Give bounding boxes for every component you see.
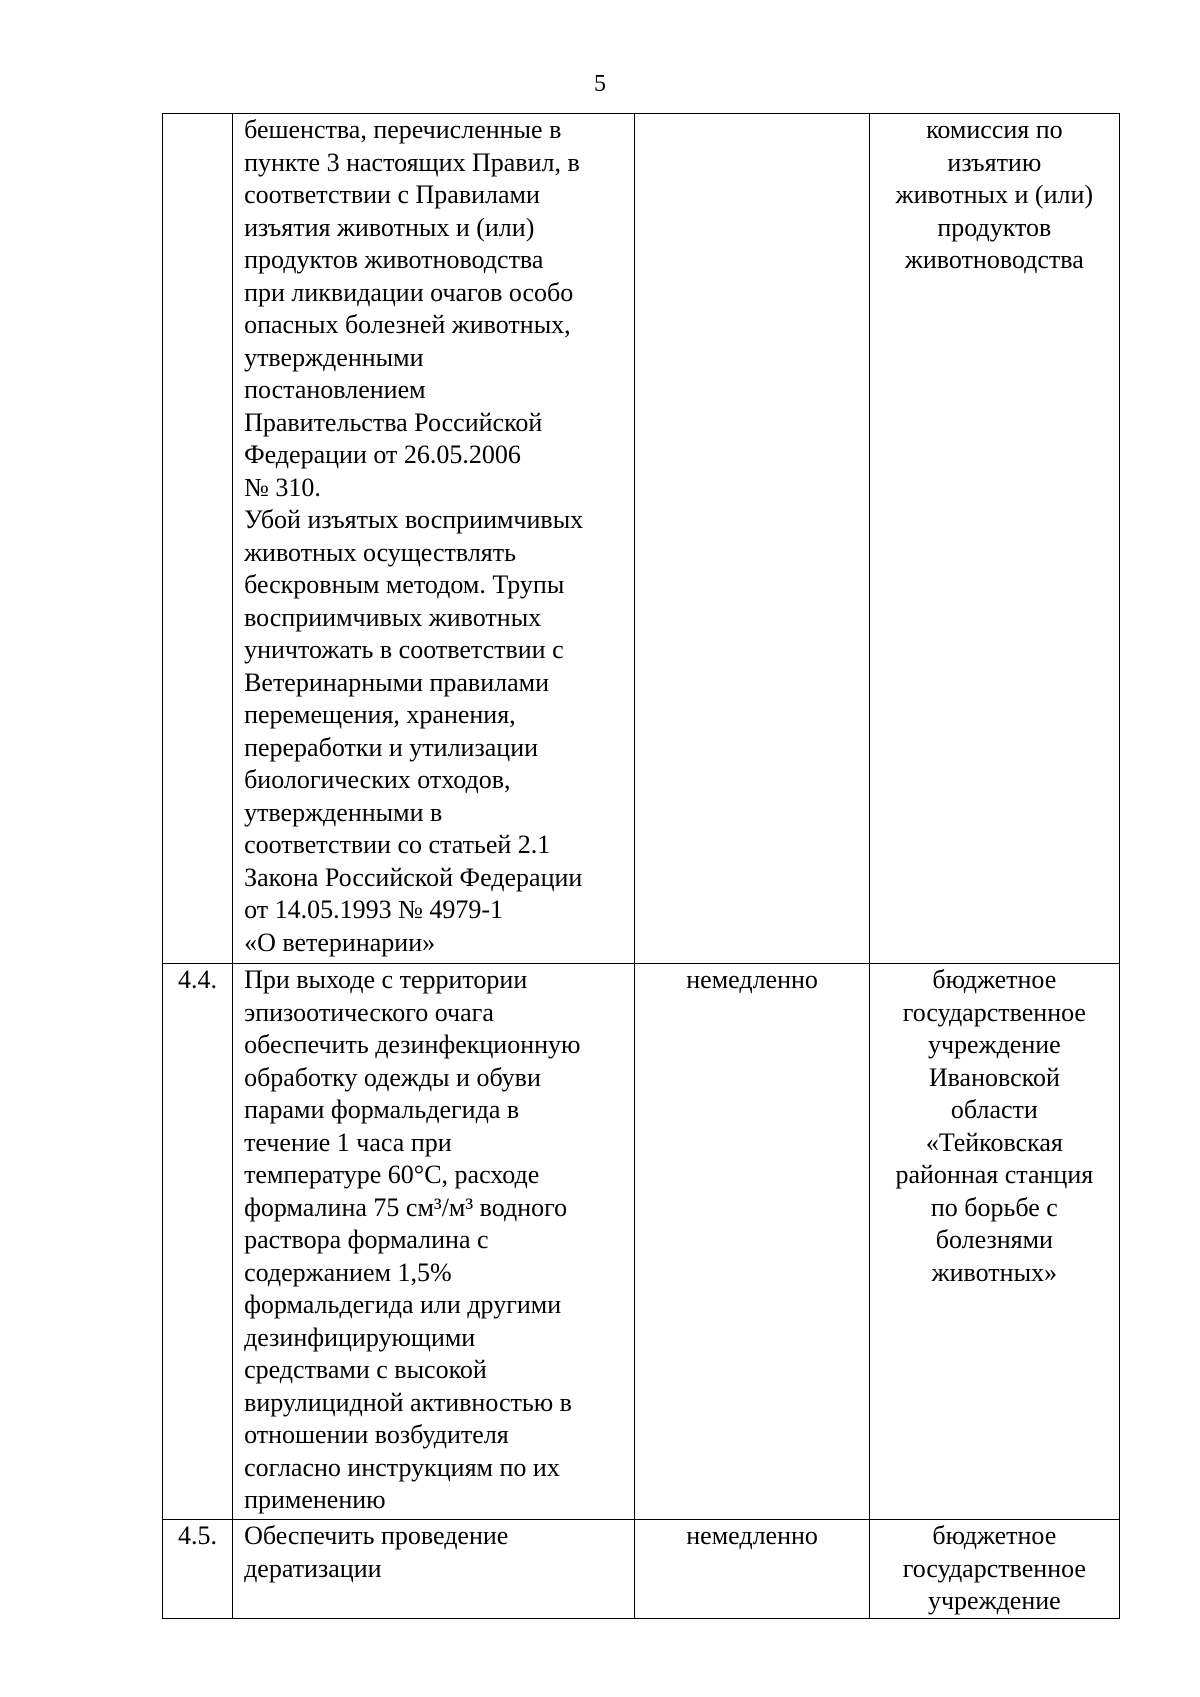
text-line: течение 1 часа при xyxy=(244,1127,452,1157)
text-line: средствами с высокой xyxy=(244,1355,487,1384)
text-line: бешенства, перечисленные в xyxy=(244,115,562,144)
text-line: соответствии со статьей 2.1 xyxy=(244,830,551,859)
text-line: обеспечить дезинфекционную xyxy=(244,1030,581,1059)
text-line: температуре 60°C, расходе xyxy=(244,1160,540,1189)
measures-table xyxy=(162,113,1120,1619)
text-line: восприимчивых животных xyxy=(244,602,542,632)
text-line: содержанием 1,5% xyxy=(244,1257,452,1287)
text-line: «Тейковская xyxy=(925,1127,1063,1157)
text-line: учреждение xyxy=(927,1030,1061,1059)
text-line: при ликвидации очагов особо xyxy=(244,277,574,307)
text-line: Закона Российской Федерации xyxy=(244,862,583,892)
text-line: согласно инструкциям по их xyxy=(244,1452,560,1482)
text-line: болезнями xyxy=(935,1225,1053,1254)
action-text xyxy=(233,964,635,1520)
text-line: государственное xyxy=(902,1553,1086,1583)
text-line: переработки и утилизации xyxy=(244,732,539,762)
text-line: продуктов xyxy=(937,212,1052,242)
text-line: пункте 3 настоящих Правил, в xyxy=(244,147,580,177)
text-line: по борьбе с xyxy=(930,1192,1058,1222)
item-number: 4.5. xyxy=(163,1520,233,1619)
item-number xyxy=(163,114,233,964)
responsible-text xyxy=(869,964,1119,1520)
text-line: При выходе с территории xyxy=(244,965,528,994)
item-number: 4.4. xyxy=(163,964,233,1520)
text-line: перемещения, хранения, xyxy=(244,700,516,729)
responsible-text xyxy=(869,114,1119,964)
text-line: утвержденными в xyxy=(244,797,443,827)
text-line: животноводства xyxy=(904,245,1084,274)
text-line: раствора формалина с xyxy=(244,1225,489,1254)
table-row xyxy=(163,1520,1120,1619)
text-line: бескровным методом. Трупы xyxy=(244,570,565,599)
action-text xyxy=(233,114,635,964)
term-text xyxy=(635,114,869,964)
text-line: соответствии с Правилами xyxy=(244,180,540,209)
text-line: от 14.05.1993 № 4979-1 xyxy=(244,895,504,924)
text-line: Федерации от 26.05.2006 xyxy=(244,440,521,469)
text-line: изъятия животных и (или) xyxy=(244,212,535,242)
action-text xyxy=(233,1520,635,1619)
text-line: Ветеринарными правилами xyxy=(244,667,549,697)
text-line: изъятию xyxy=(947,147,1042,177)
text-line: дезинфицирующими xyxy=(244,1322,476,1352)
text-line: Правительства Российской xyxy=(244,407,543,437)
text-line: Убой изъятых восприимчивых xyxy=(244,505,584,534)
responsible-text xyxy=(869,1520,1119,1619)
text-line: № 310. xyxy=(244,472,321,502)
text-line: формалина 75 см³/м³ водного xyxy=(244,1192,568,1222)
text-line: продуктов животноводства xyxy=(244,245,544,274)
text-line: опасных болезней животных, xyxy=(244,310,571,339)
term-text: немедленно xyxy=(635,1520,869,1619)
text-line: обработку одежды и обуви xyxy=(244,1062,541,1092)
text-line: учреждение xyxy=(927,1586,1061,1615)
text-line: Ивановской xyxy=(928,1062,1060,1092)
text-line: применению xyxy=(244,1485,386,1514)
text-line: формальдегида или другими xyxy=(244,1290,562,1319)
text-line: биологических отходов, xyxy=(244,765,511,794)
text-line: «О ветеринарии» xyxy=(244,927,436,957)
page-number: 5 xyxy=(594,71,606,97)
text-line: отношении возбудителя xyxy=(244,1420,509,1449)
text-line: вирулицидной активностью в xyxy=(244,1387,572,1417)
text-line: постановлением xyxy=(244,375,426,404)
text-line: бюджетное xyxy=(932,1521,1057,1550)
table-row xyxy=(163,964,1120,1520)
text-line: бюджетное xyxy=(932,965,1057,994)
text-line: уничтожать в соответствии с xyxy=(244,635,564,664)
text-line: эпизоотического очага xyxy=(244,997,494,1027)
text-line: области xyxy=(950,1095,1038,1124)
text-line: животных осуществлять xyxy=(244,537,516,567)
text-line: парами формальдегида в xyxy=(244,1095,520,1124)
table-row xyxy=(163,114,1120,964)
text-line: государственное xyxy=(902,997,1086,1027)
text-line: животных» xyxy=(931,1257,1058,1287)
measures-table-body xyxy=(163,114,1120,1619)
text-line: дератизации xyxy=(244,1553,382,1583)
text-line: животных и (или) xyxy=(895,180,1094,209)
term-text: немедленно xyxy=(635,964,869,1520)
text-line: комиссия по xyxy=(926,115,1063,144)
text-line: районная станция xyxy=(895,1160,1094,1189)
text-line: Обеспечить проведение xyxy=(244,1521,509,1550)
text-line: утвержденными xyxy=(244,342,424,372)
